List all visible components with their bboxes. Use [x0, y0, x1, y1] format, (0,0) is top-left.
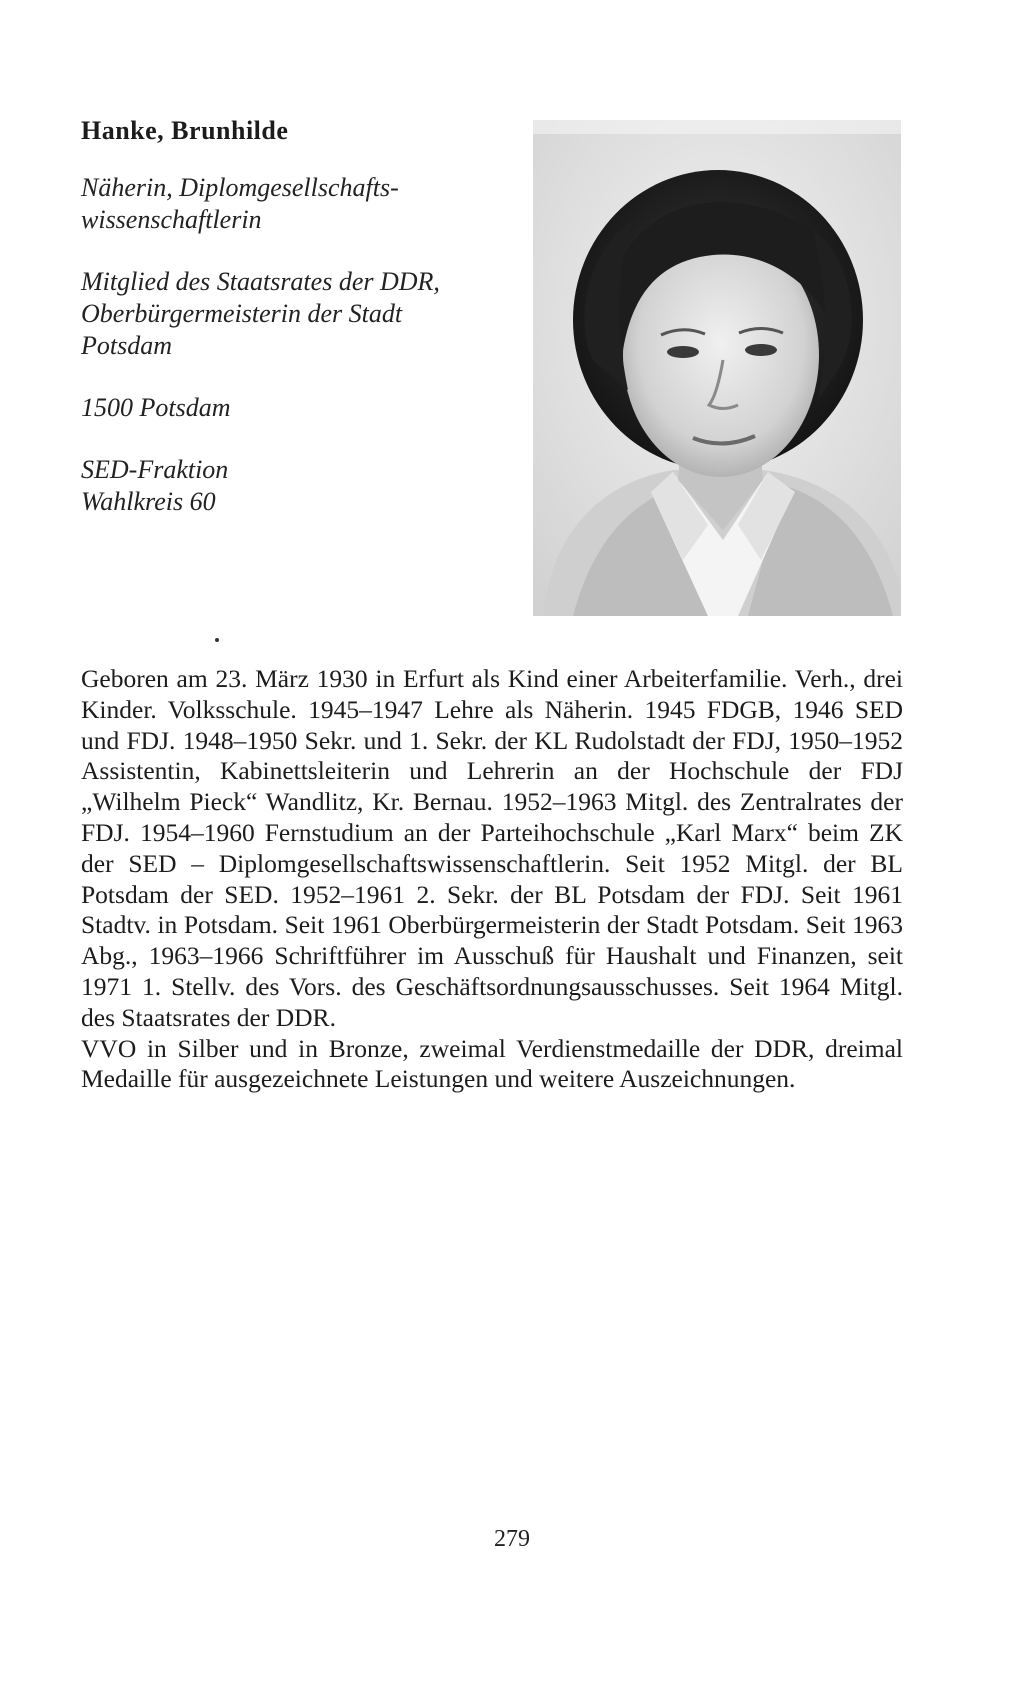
position-line: Mitglied des Staatsrates der DDR, [81, 267, 440, 296]
constituency: Wahlkreis 60 [81, 487, 216, 516]
profession-line: wissenschaftlerin [81, 205, 262, 234]
parliament-info [81, 454, 521, 518]
biography-paragraph: VVO in Silber und in Bronze, zweimal Verdienstmedaille der DDR, dreimal Medaille für ausgezeichnete Leistungen und weitere Auszeichnungen. [81, 1033, 903, 1094]
portrait-photo-icon [533, 120, 901, 616]
page-number: 279 [494, 1526, 530, 1552]
faction: SED-Fraktion [81, 455, 229, 484]
profession-line: Näherin, Diplomgesellschafts- [81, 173, 399, 202]
person-info [81, 172, 521, 548]
biography [81, 664, 903, 1095]
profession [81, 172, 521, 236]
address [81, 392, 521, 424]
positions [81, 266, 521, 362]
position-line: Oberbürgermeisterin der Stadt [81, 299, 403, 328]
person-name: Hanke, Brunhilde [81, 116, 289, 145]
portrait-photo [533, 120, 901, 616]
position-line: Potsdam [81, 331, 172, 360]
address-line: 1500 Potsdam [81, 393, 231, 422]
print-speck [215, 638, 219, 642]
biography-paragraph: Geboren am 23. März 1930 in Erfurt als Kind einer Arbeiterfamilie. Verh., drei Kinder. Volksschule. 1945–1947 Lehre als Näherin. 1945 FDGB, 1946 SED und FDJ. 1948–1950 Sekr. und 1. Sekr. der KL Rudolstadt der FDJ, 1950–1952 Assistentin, Kabinettsleiterin und Lehrerin an der Hochschule der FDJ „Wilhelm Pieck“ Wandlitz, Kr. Bernau. 1952–1963 Mitgl. des Zentralrates der FDJ. 1954–1960 Fernstudium an der Parteihochschule „Karl Marx“ beim ZK der SED – Diplomgesellschaftswissenschaftlerin. Seit 1952 Mitgl. der BL Potsdam der SED. 1952–1961 2. Sekr. der BL Potsdam der FDJ. Seit 1961 Stadtv. in Potsdam. Seit 1961 Oberbürgermeisterin der Stadt Potsdam. Seit 1963 Abg., 1963–1966 Schriftführer im Ausschuß für Haushalt und Finanzen, seit 1971 1. Stellv. des Vors. des Geschäftsordnungsausschusses. Seit 1964 Mitgl. des Staatsrates der DDR. [81, 664, 903, 1032]
